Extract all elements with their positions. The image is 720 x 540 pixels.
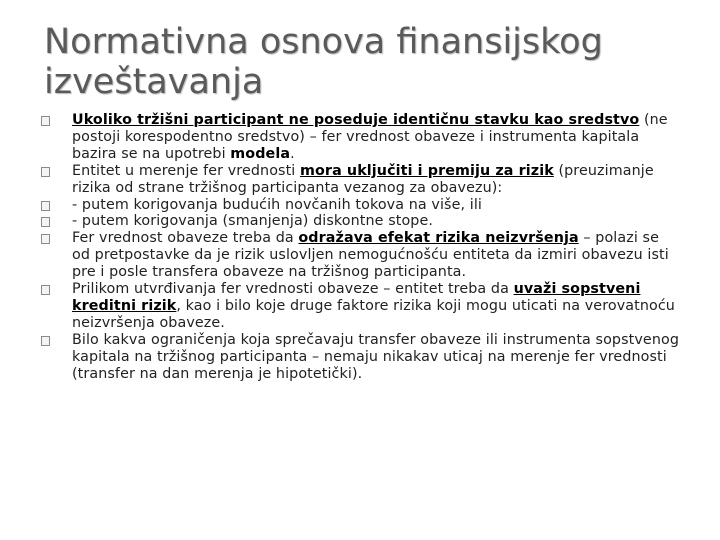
bullet-text: Fer vrednost obaveze treba da [72,230,299,247]
bullet-item [40,213,680,230]
bullet-item [40,163,680,197]
bullet-text: - putem korigovanja (smanjenja) diskontne stope. [72,213,434,230]
bullet-list [40,112,680,383]
checkbox-bullet-icon [41,201,50,211]
bullet-item [40,112,680,163]
bullet-text: Bilo kakva ograničenja koja sprečavaju transfer obaveze ili instrumenta sopstvenog kapitala na tržišnog participanta – nemaju nikakav uticaj na merenje fer vrednosti (transfer na dan merenja je hipotetički). [72,331,680,382]
bullet-text: . [290,145,295,162]
bullet-text: Prilikom utvrđivanja fer vrednosti obaveze – entitet treba da [72,281,514,298]
bullet-emphasis: odražava efekat rizika neizvršenja [298,230,579,247]
bullet-item [40,197,680,214]
bullet-text: , kao i bilo koje druge faktore rizika koji mogu uticati na verovatnoću neizvršenja obaveze. [72,297,675,331]
bullet-item [40,281,680,332]
bullet-item [40,230,680,281]
checkbox-bullet-icon [41,285,50,295]
bullet-text: (ne postoji korespodentno sredstvo) – fer vrednost obaveze i instrumenta kapitala bazira se na upotrebi [72,112,668,162]
checkbox-bullet-icon [41,167,50,177]
bullet-emphasis: Ukoliko tržišni participant ne poseduje identičnu stavku kao sredstvo [72,112,640,128]
bullet-text: - putem korigovanja budućih novčanih tokova na više, ili [72,196,482,213]
checkbox-bullet-icon [41,336,50,346]
checkbox-bullet-icon [41,234,50,244]
bullet-item [40,332,680,383]
bullet-text: – polazi se od pretpostavke da je rizik uslovljen nemogućnošću entiteta da izmiri obavezu isti pre i posle transfera obaveze na tržišnog participanta. [72,230,669,281]
slide-title: Normativna osnova finansijskog izveštavanja [44,22,603,102]
checkbox-bullet-icon [41,217,50,227]
bullet-emphasis: uvaži sopstveni kreditni rizik [72,281,641,314]
bullet-text: (preuzimanje rizika od strane tržišnog participanta vezanog za obavezu): [72,162,654,196]
bullet-emphasis: mora uključiti i premiju za rizik [300,162,554,179]
checkbox-bullet-icon [41,116,50,126]
bullet-text: Entitet u merenje fer vrednosti [72,162,301,179]
bullet-emphasis: modela [230,145,291,162]
